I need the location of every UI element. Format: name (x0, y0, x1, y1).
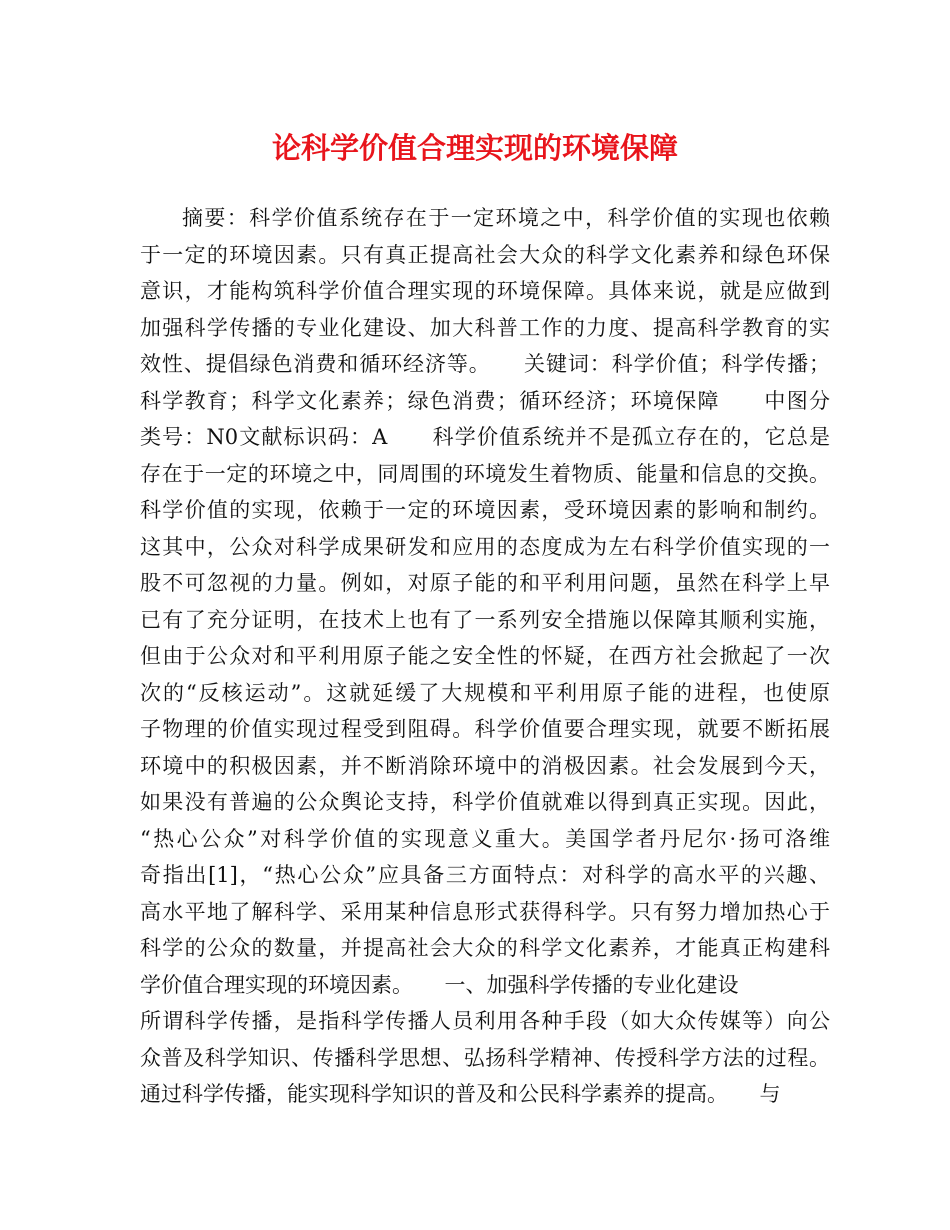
body-line: 通过科学传播，能实现科学知识的普及和公民科学素养的提高。 与 (140, 1082, 781, 1106)
body-line: 类号：N0文献标识码：A 科学价值系统并不是孤立存在的，它总是 (140, 425, 830, 449)
body-line: 子物理的价值实现过程受到阻碍。科学价值要合理实现，就要不断拓展 (140, 717, 830, 741)
body-line: 所谓科学传播，是指科学传播人员利用各种手段（如大众传媒等）向公 (140, 1009, 830, 1033)
body-line: 摘要：科学价值系统存在于一定环境之中，科学价值的实现也依赖 (182, 206, 830, 230)
body-line: 这其中，公众对科学成果研发和应用的态度成为左右科学价值实现的一 (140, 534, 830, 559)
body-line: 但由于公众对和平利用原子能之安全性的怀疑，在西方社会掀起了一次 (140, 644, 830, 668)
body-line: 高水平地了解科学、采用某种信息形式获得科学。只有努力增加热心于 (140, 899, 830, 924)
body-line: “热心公众”对科学价值的实现意义重大。美国学者丹尼尔·扬可洛维 (140, 826, 830, 851)
body-line: 学价值合理实现的环境因素。 一、加强科学传播的专业化建设 (140, 972, 739, 997)
body-line: 环境中的积极因素，并不断消除环境中的消极因素。社会发展到今天， (140, 753, 830, 778)
body-line: 科学的公众的数量，并提高社会大众的科学文化素养，才能真正构建科 (140, 936, 830, 960)
body-line: 加强科学传播的专业化建设、加大科普工作的力度、提高科学教育的实 (140, 315, 830, 340)
body-line: 效性、提倡绿色消费和循环经济等。 关键词：科学价值；科学传播； (140, 352, 830, 376)
body-line: 已有了充分证明，在技术上也有了一系列安全措施以保障其顺利实施， (140, 607, 830, 632)
body-line: 存在于一定的环境之中，同周围的环境发生着物质、能量和信息的交换。 (140, 461, 830, 486)
body-line: 意识，才能构筑科学价值合理实现的环境保障。具体来说，就是应做到 (140, 279, 830, 303)
body-line: 奇指出[1]，“热心公众”应具备三方面特点：对科学的高水平的兴趣、 (140, 863, 830, 887)
body-line: 科学价值的实现，依赖于一定的环境因素，受环境因素的影响和制约。 (140, 498, 830, 522)
body-line: 股不可忽视的力量。例如，对原子能的和平利用问题，虽然在科学上早 (140, 571, 830, 595)
body-line: 次的“反核运动”。这就延缓了大规模和平利用原子能的进程，也使原 (140, 680, 830, 705)
body-line: 科学教育；科学文化素养；绿色消费；循环经济；环境保障 中图分 (140, 388, 830, 413)
document-title: 论科学价值合理实现的环境保障 (271, 131, 678, 165)
body-line: 众普及科学知识、传播科学思想、弘扬科学精神、传授科学方法的过程。 (140, 1045, 830, 1070)
document-body (140, 200, 830, 1113)
body-line: 如果没有普遍的公众舆论支持，科学价值就难以得到真正实现。因此， (140, 790, 830, 814)
body-line: 于一定的环境因素。只有真正提高社会大众的科学文化素养和绿色环保 (140, 242, 830, 267)
